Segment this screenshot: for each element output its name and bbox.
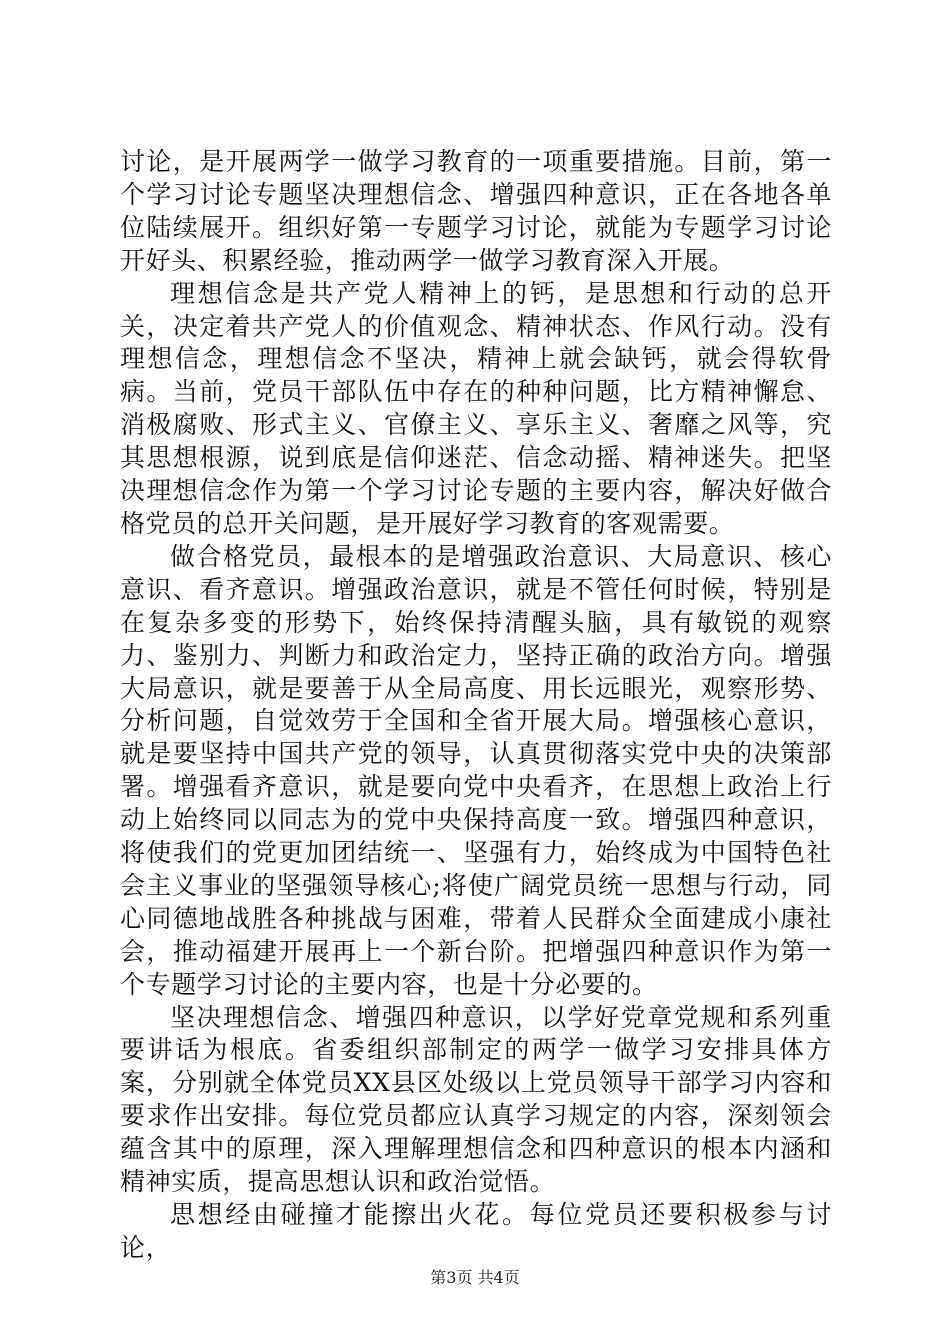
document-body <box>120 146 832 1265</box>
paragraph-continued: 讨论，是开展两学一做学习教育的一项重要措施。目前，第一个学习讨论专题坚决理想信念、增强四种意识，正在各地各单位陆续展开。组织好第一专题学习讨论，就能为专题学习讨论开好头、积累经验，推动两学一做学习教育深入开展。 <box>120 147 832 275</box>
paragraph-discussion: 思想经由碰撞才能擦出火花。每位党员还要积极参与讨论， <box>120 1200 832 1262</box>
paragraph-study-basis: 坚决理想信念、增强四种意识，以学好党章党规和系列重要讲话为根底。省委组织部制定的两学一做学习安排具体方案，分别就全体党员XX县区处级以上党员领导干部学习内容和要求作出安排。每位党员都应认真学习规定的内容，深刻领会蕴含其中的原理，深入理解理想信念和四种意识的根本内涵和精神实质，提高思想认识和政治觉悟。 <box>120 1002 832 1197</box>
page-number-footer: 第3页 共4页 <box>430 1268 520 1287</box>
paragraph-four-consciousnesses: 做合格党员，最根本的是增强政治意识、大局意识、核心意识、看齐意识。增强政治意识，就是不管任何时候，特别是在复杂多变的形势下，始终保持清醒头脑，具有敏锐的观察力、鉴别力、判断力和政治定力，坚持正确的政治方向。增强大局意识，就是要善于从全局高度、用长远眼光，观察形势、分析问题，自觉效劳于全国和全省开展大局。增强核心意识，就是要坚持中国共产党的领导，认真贯彻落实党中央的决策部署。增强看齐意识，就是要向党中央看齐，在思想上政治上行动上始终同以同志为的党中央保持高度一致。增强四种意识，将使我们的党更加团结统一、坚强有力，始终成为中国特色社会主义事业的坚强领导核心;将使广阔党员统一思想与行动，同心同德地战胜各种挑战与困难，带着人民群众全面建成小康社会，推动福建开展再上一个新台阶。把增强四种意识作为第一个专题学习讨论的主要内容，也是十分必要的。 <box>120 541 832 999</box>
paragraph-ideals-and-beliefs: 理想信念是共产党人精神上的钙，是思想和行动的总开关，决定着共产党人的价值观念、精神状态、作风行动。没有理想信念，理想信念不坚决，精神上就会缺钙，就会得软骨病。当前，党员干部队伍中存在的种种问题，比方精神懈怠、消极腐败、形式主义、官僚主义、享乐主义、奢靡之风等，究其思想根源，说到底是信仰迷茫、信念动摇、精神迷失。把坚决理想信念作为第一个学习讨论专题的主要内容，解决好做合格党员的总开关问题，是开展好学习教育的客观需要。 <box>120 278 832 538</box>
